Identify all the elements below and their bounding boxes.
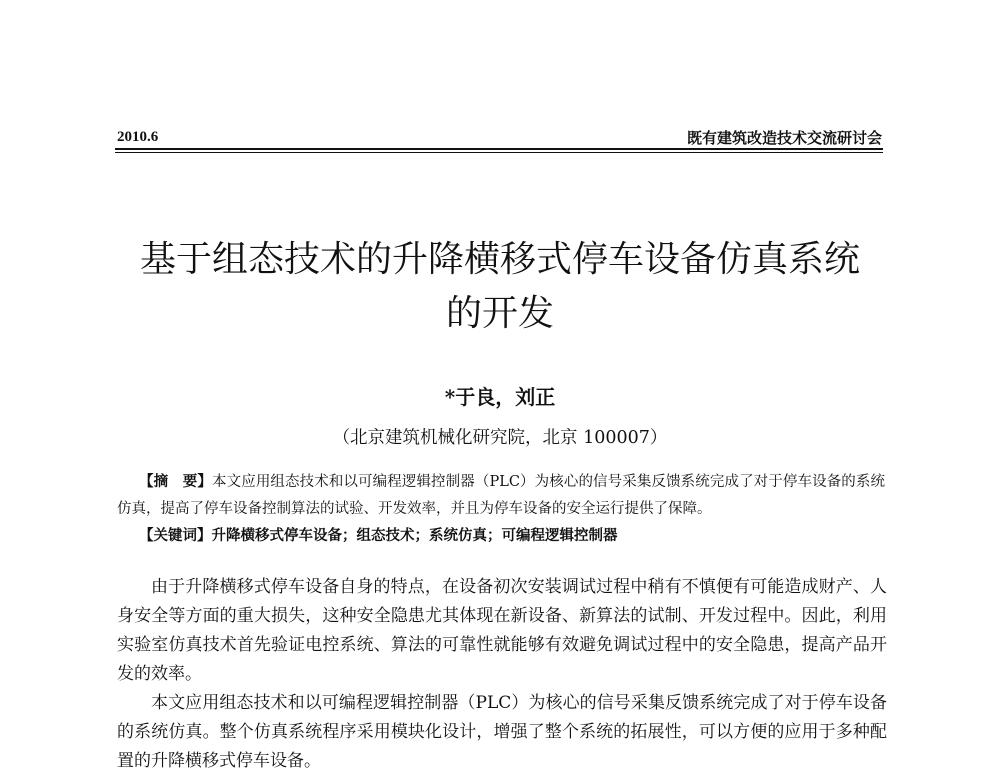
keywords bbox=[139, 524, 618, 545]
header-date: 2010.6 bbox=[117, 129, 159, 145]
header-rule bbox=[115, 148, 883, 150]
abstract bbox=[117, 468, 885, 523]
authors: *于良，刘正 bbox=[444, 385, 556, 409]
title-line-1: 基于组态技术的升降横移式停车设备仿真系统 bbox=[139, 239, 860, 280]
body-text bbox=[117, 573, 887, 776]
header-rule-thin bbox=[115, 152, 883, 153]
body-paragraph-2: 本文应用组态技术和以可编程逻辑控制器（PLC）为核心的信号采集反馈系统完成了对于停车设备的系统仿真。整个仿真系统程序采用模块化设计，增强了整个系统的拓展性，可以方便的应用于多种配置的升降横移式停车设备。 bbox=[117, 693, 887, 771]
keywords-label: 【关键词】 bbox=[139, 527, 212, 544]
abstract-text: 本文应用组态技术和以可编程逻辑控制器（PLC）为核心的信号采集反馈系统完成了对于停车设备的系统仿真，提高了停车设备控制算法的试验、开发效率，并且为停车设备的安全运行提供了保障。 bbox=[117, 474, 885, 517]
paper-title bbox=[100, 233, 900, 341]
title-line-2: 的开发 bbox=[445, 293, 554, 334]
header-conference: 既有建筑改造技术交流研讨会 bbox=[686, 129, 882, 147]
body-paragraph-1: 由于升降横移式停车设备自身的特点，在设备初次安装调试过程中稍有不慎便有可能造成财产、人身安全等方面的重大损失，这种安全隐患尤其体现在新设备、新算法的试制、开发过程中。因此，利用实验室仿真技术首先验证电控系统、算法的可靠性就能够有效避免调试过程中的安全隐患，提高产品开发的效率。 bbox=[117, 577, 887, 684]
affiliation: （北京建筑机械化研究院，北京 100007） bbox=[332, 428, 668, 448]
abstract-label: 【摘 要】 bbox=[139, 473, 213, 490]
keywords-text: 升降横移式停车设备；组态技术；系统仿真；可编程逻辑控制器 bbox=[211, 527, 618, 544]
